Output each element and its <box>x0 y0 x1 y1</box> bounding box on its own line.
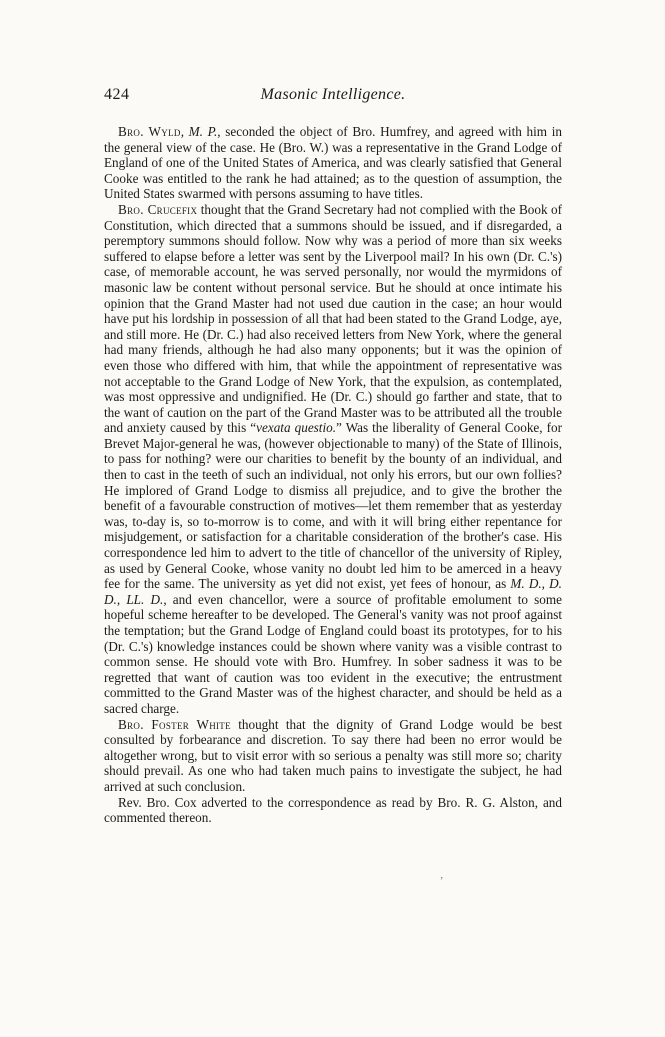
speaker-name: Bro. Wyld <box>118 124 181 139</box>
latin-phrase: vexata questio. <box>256 420 337 436</box>
body-text <box>104 124 562 826</box>
degree-list: M. D., D. D., LL. D. <box>104 576 562 607</box>
paragraph-text: ” Was the liberality of General Cooke, for Brevet Major-general he was, (however objectionable to many) of the State of Illinois, to pass for nothing? were our charities to benefit by the bounty of an individual, and then to cast in the teeth of such an individual, not only his errors, but our own follies? He implored of Grand Lodge to dismiss all prejudice, and to give the brother the benefit of a favourable construction of motives—let them remember that as yesterday was, to-day is, so to-morrow is to come, and with it will bring either repentance for misjudgement, or satisfaction for a charitable consideration of the brother's case. His correspondence led him to advert to the title of chancellor of the university of Ripley, as used by General Cooke, whose vanity no doubt led him to be amerced in a heavy fee for the same. The university as yet did not exist, yet fees of honour, as <box>104 420 562 592</box>
stray-ink-mark: ’ <box>440 876 444 887</box>
paragraph-text: , and even chancellor, were a source of profitable emolument to some hopeful scheme hereafter to be developed. The General's vanity was not proof against the temptation; but the Grand Lodge of England could boast its prototypes, for to his (Dr. C.'s) knowledge instances could be shown where vanity was a visible contrast to common sense. He should vote with Bro. Humfrey. In sober sadness it was to be regretted that want of caution was too evident in the executive; the entrustment committed to the Grand Master was of the highest character, and should be held as a sacred charge. <box>104 591 562 716</box>
paragraph-text: thought that the dignity of Grand Lodge would be best consulted by forbearance and discretion. To say there had been no error would be altogether wrong, but to visit error with so serious a penalty was still more so; charity should prevail. As one who had taken much pains to investigate the subject, he had arrived at such conclusion. <box>104 716 562 794</box>
paragraph-cox <box>104 795 562 826</box>
paragraph-text: Rev. Bro. Cox adverted to the correspondence as read by Bro. R. G. Alston, and commented thereon. <box>104 794 562 826</box>
paragraph-wyld <box>104 124 562 202</box>
paragraph-crucefix <box>104 202 562 717</box>
paragraph-text: , seconded the object of Bro. Humfrey, and agreed with him in the general view of the case. He (Bro. W.) was a representative in the Grand Lodge of England of one of the United States of America, and was clearly satisfied that General Cooke was entitled to the rank he had attained; as to the question of assumption, the United States swarmed with persons assuming to have titles. <box>104 124 562 202</box>
speaker-name: Bro. Crucefix <box>118 201 198 217</box>
paragraph-foster-white <box>104 717 562 795</box>
speaker-name: Bro. Foster White <box>118 716 231 732</box>
running-head <box>104 86 562 108</box>
paragraph-text: thought that the Grand Secretary had not complied with the Book of Constitution, which directed that a summons should be issued, and if disregarded, a peremptory summons should follow. Now why was a period of more than six weeks suffered to elapse before a letter was sent by the Liverpool mail? In his own (Dr. C.'s) case, of memorable account, he was served personally, nor would the myrmidons of masonic law be content without personal service. But he should at once intimate his opinion that the Grand Master had not used due caution in the case; an hour would have put his lordship in possession of all that had been stated to the Grand Lodge, aye, and still more. He (Dr. C.) had also received letters from New York, where the general had many friends, although he had also many opponents; but it was the opinion of even those who differed with him, that while the appointment of representative was not acceptable to the Grand Lodge of New York, that the expulsion, as contemplated, was most oppressive and undignified. He (Dr. C.) should go farther and state, that to the want of caution on the part of the Grand Master was to be attributed all the trouble and anxiety caused by this “ <box>104 201 563 436</box>
speaker-title: , M. P. <box>180 124 218 139</box>
page-number: 424 <box>104 86 130 103</box>
running-title: Masonic Intelligence. <box>260 86 406 103</box>
